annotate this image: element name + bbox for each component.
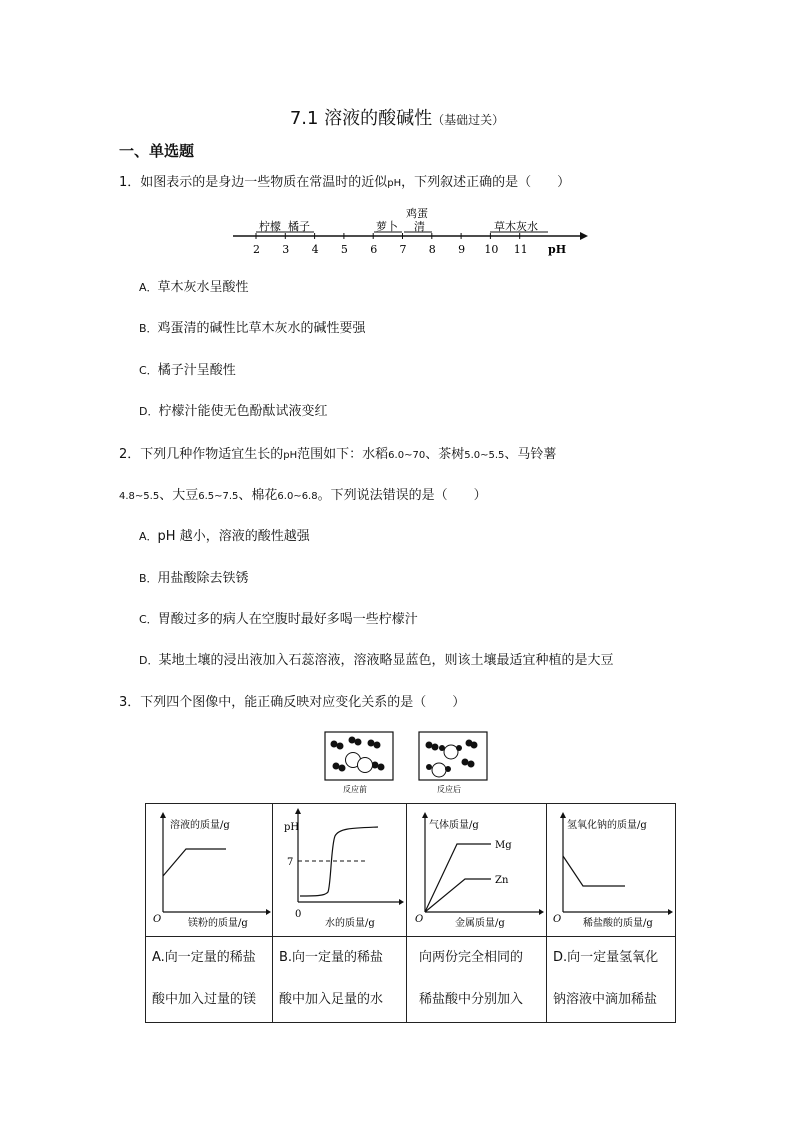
label-egg-top: 鸡蛋 (406, 207, 428, 220)
q1-stem-ph: pH (387, 178, 402, 189)
q1-option-d[interactable]: D．柠檬汁能使无色酚酞试液变红 (139, 404, 328, 419)
label-ash: 草木灰水 (494, 220, 538, 233)
ph-tick-label: 11 (513, 243, 528, 256)
ph-axis-unit: pH (548, 243, 567, 256)
graph-c-line-zn (425, 879, 491, 912)
q2-option-c[interactable]: C．胃酸过多的病人在空腹时最好多喝一些柠檬汁 (139, 612, 418, 627)
q1-option-b[interactable]: B．鸡蛋清的碱性比草木灰水的碱性要强 (139, 321, 366, 336)
label-before: 反应前 (343, 785, 367, 794)
graph-d-cell (547, 804, 676, 937)
graph-c-ylabel: 气体质量/g (429, 820, 479, 831)
graph-c-xlabel: 金属质量/g (455, 918, 505, 929)
graph-a-cell (146, 804, 273, 937)
caption-d: D.向一定量氢氧化 钠溶液中滴加稀盐 (547, 937, 676, 1023)
graph-c-origin: O (415, 914, 424, 925)
q1-option-c[interactable]: C．橘子汁呈酸性 (139, 363, 236, 378)
ph-tick-label: 7 (399, 243, 407, 256)
ph-tick-label: 5 (340, 243, 348, 256)
graph-b-mark: 7 (287, 857, 294, 868)
graph-b-origin: 0 (295, 909, 302, 920)
graph-b-xlabel: 水的质量/g (325, 918, 375, 929)
ph-tick-label: 10 (484, 243, 499, 256)
graph-a (146, 804, 271, 932)
label-egg-bottom: 清 (414, 220, 425, 233)
ph-tick-label: 9 (458, 243, 466, 256)
ph-tick-label: 8 (428, 243, 436, 256)
graph-c-line-mg (425, 844, 491, 912)
question-1-stem (119, 171, 570, 190)
ph-tick-label: 6 (370, 243, 378, 256)
graph-d-ylabel: 氢氧化钠的质量/g (567, 820, 647, 831)
question-2-line-2: 4.8~5.5、大豆6.5~7.5、棉花6.0~6.8。下列说法错误的是（ ） (119, 488, 487, 503)
ph-tick-label: 3 (282, 243, 290, 256)
q1-stem-b: ，下列叙述正确的是（ ） (401, 175, 571, 190)
reaction-before-figure (324, 731, 394, 795)
q3-graph-table (145, 803, 676, 1023)
label-lemon: 柠檬 (259, 220, 281, 233)
question-2-line-1: 2．下列几种作物适宜生长的pH范围如下：水稻6.0~70、茶树5.0~5.5、马铃薯 (119, 447, 557, 462)
graph-c-cell (407, 804, 547, 937)
ph-scale-diagram (228, 203, 588, 261)
q2-option-d[interactable]: D．某地土壤的浸出液加入石蕊溶液，溶液略显蓝色，则该土壤最适宜种植的是大豆 (139, 653, 614, 668)
graph-d-line (563, 856, 625, 886)
section-heading: 一、单选题 (119, 142, 195, 160)
title-main: 7.1 溶液的酸碱性 (289, 108, 433, 129)
title-sub: （基础过关） (432, 113, 505, 127)
q2-option-b[interactable]: B．用盐酸除去铁锈 (139, 571, 249, 586)
graph-d-xlabel: 稀盐酸的质量/g (583, 918, 653, 929)
reaction-after-figure (418, 731, 488, 795)
page-title (0, 104, 794, 130)
graph-b-curve (300, 827, 378, 896)
ph-axis-arrow (580, 232, 588, 240)
label-orange: 橘子 (288, 220, 310, 233)
graph-c (407, 804, 545, 932)
graph-a-ylabel: 溶液的质量/g (170, 820, 230, 831)
graph-a-line (163, 849, 226, 876)
q2-option-a[interactable]: A．pH 越小，溶液的酸性越强 (139, 529, 310, 544)
caption-c: 向两份完全相同的 稀盐酸中分别加入 (407, 937, 547, 1023)
question-3-stem: 3．下列四个图像中，能正确反映对应变化关系的是（ ） (119, 695, 466, 710)
graph-a-xlabel: 镁粉的质量/g (188, 918, 248, 929)
label-radish: 萝卜 (376, 220, 398, 233)
ph-tick-label: 4 (311, 243, 319, 256)
graph-d (547, 804, 674, 932)
label-after: 反应后 (437, 785, 461, 794)
caption-a: A.向一定量的稀盐 酸中加入过量的镁 (146, 937, 273, 1023)
q1-option-a[interactable]: A．草木灰水呈酸性 (139, 280, 249, 295)
caption-b: B.向一定量的稀盐 酸中加入足量的水 (273, 937, 407, 1023)
graph-c-line1: Mg (495, 840, 512, 851)
graph-b (273, 804, 405, 932)
graph-c-line2: Zn (495, 875, 509, 886)
q1-stem-a: 1．如图表示的是身边一些物质在常温时的近似 (119, 175, 388, 190)
graph-d-origin: O (553, 914, 562, 925)
graph-b-cell (273, 804, 407, 937)
graph-b-ylabel: pH (284, 822, 300, 833)
ph-tick-label: 2 (253, 243, 260, 256)
graph-a-origin: O (153, 914, 162, 925)
